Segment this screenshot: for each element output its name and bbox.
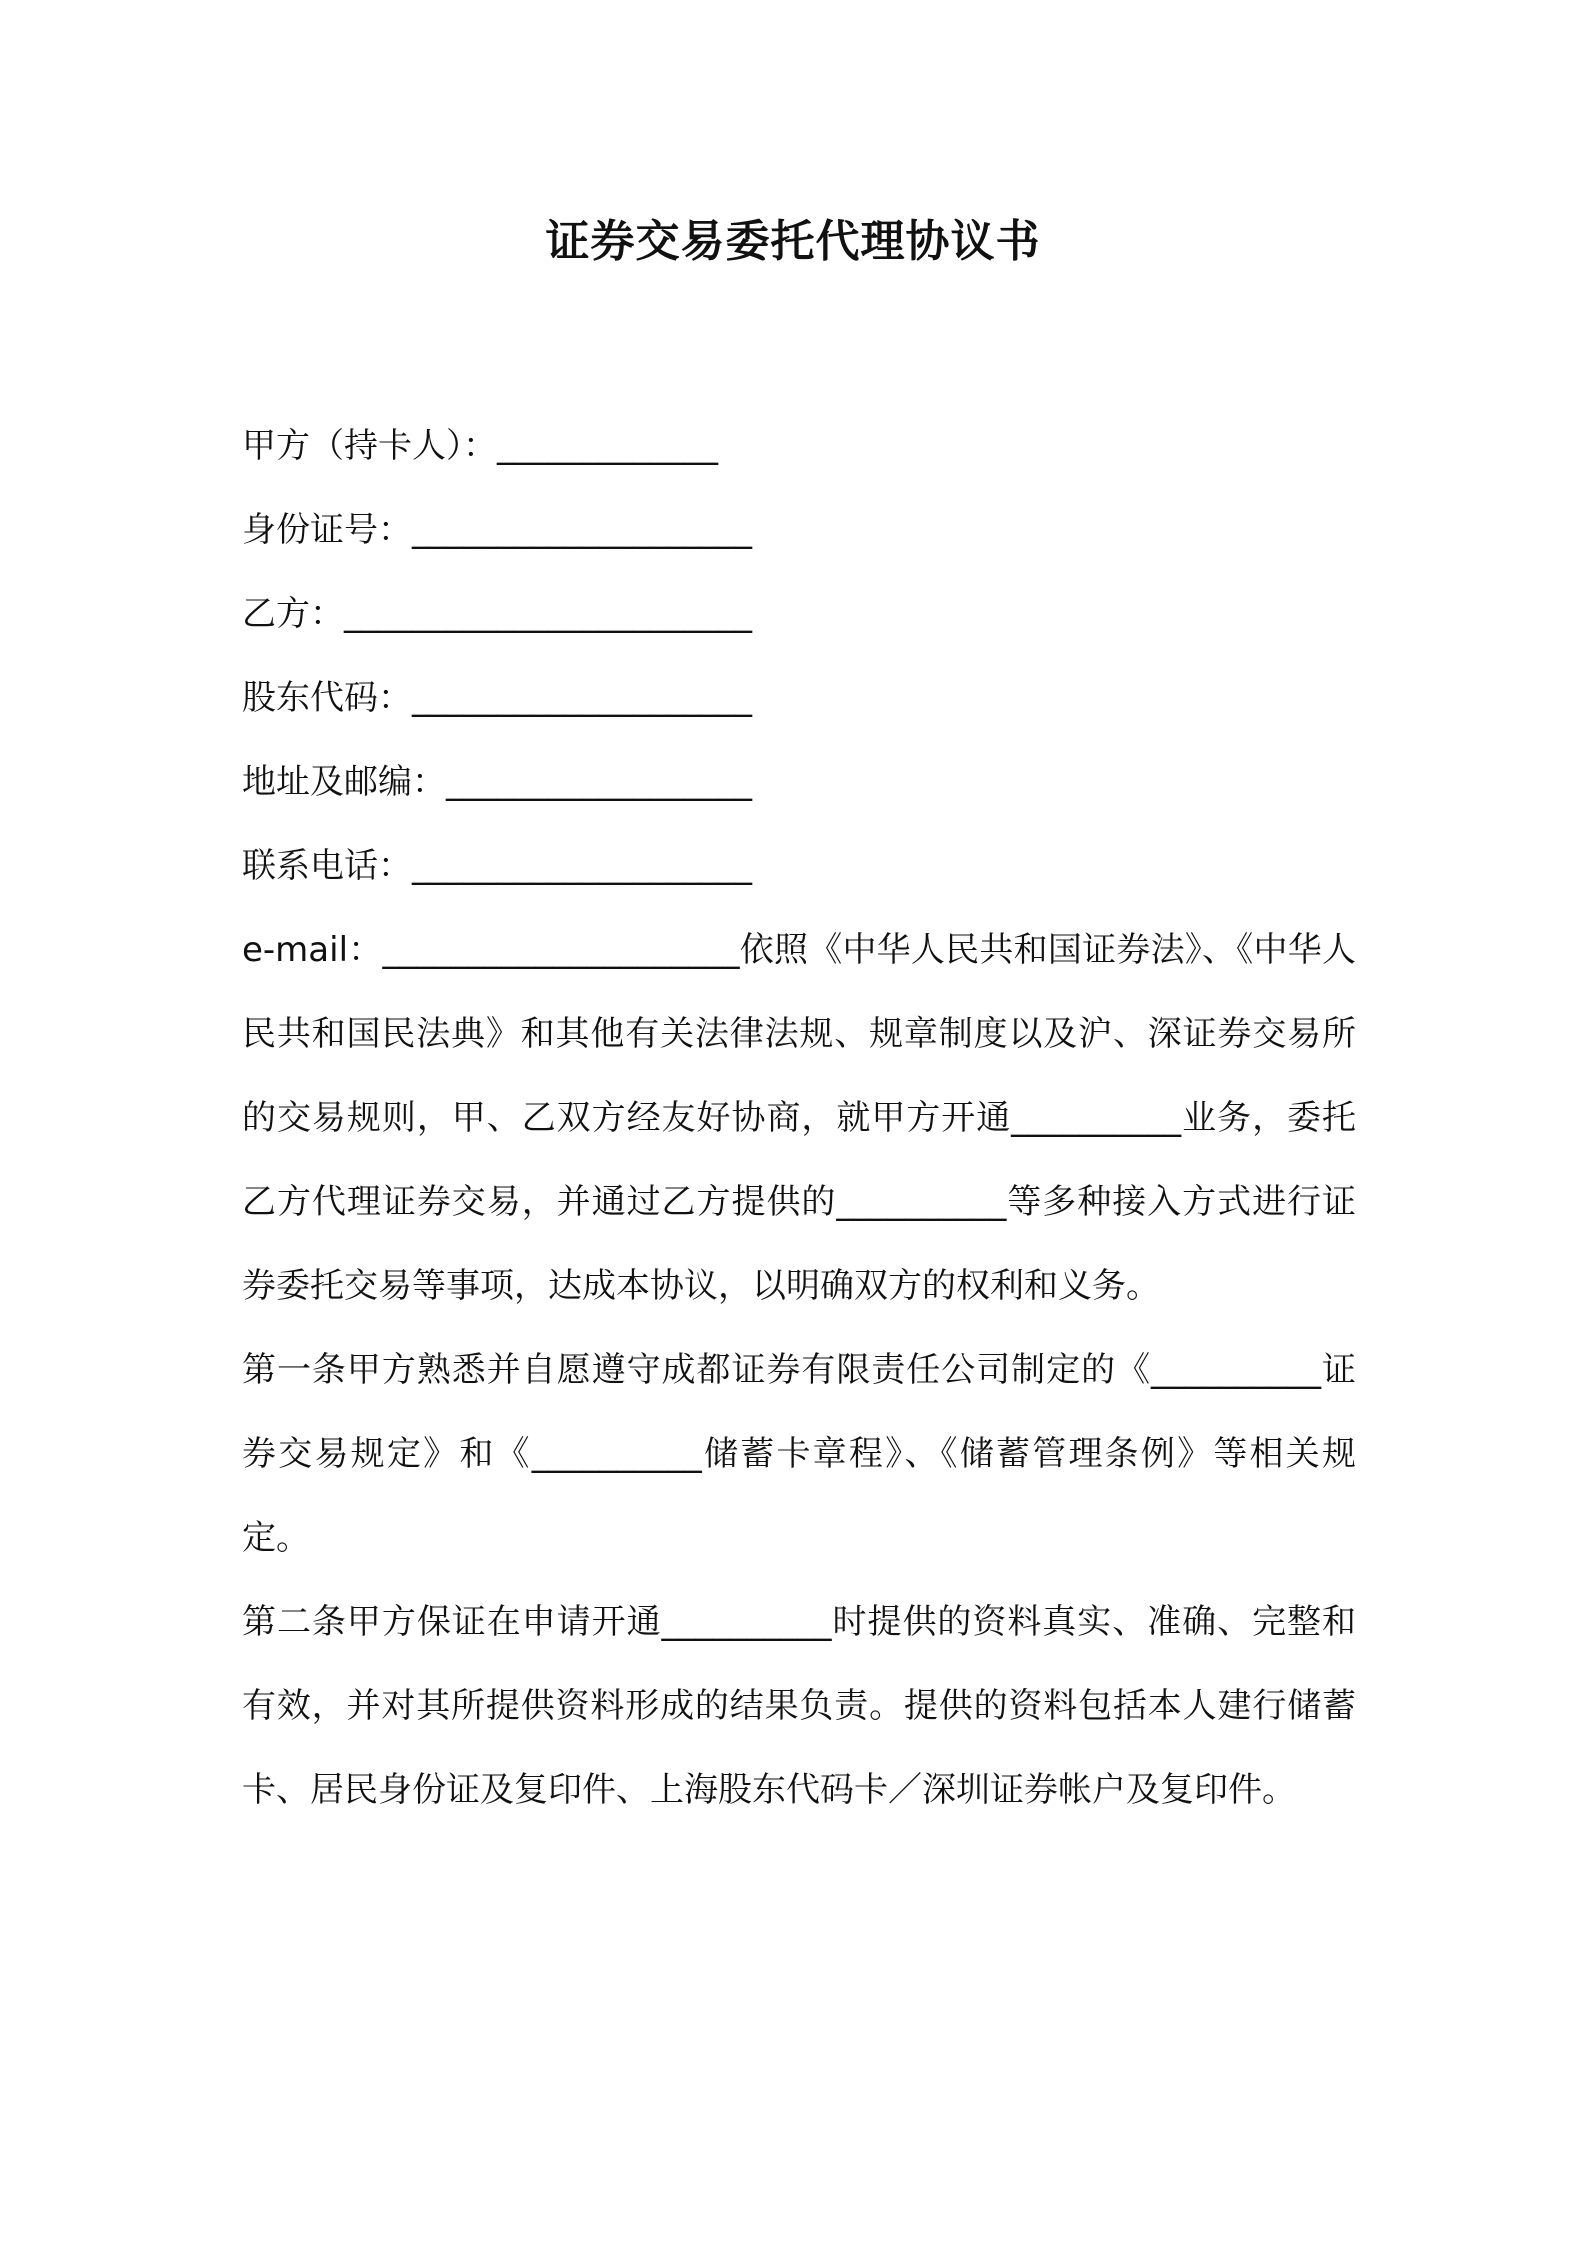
- document-title: 证券交易委托代理协议书: [545, 216, 1041, 267]
- shareholder-code-field: 股东代码：____________________: [242, 678, 752, 718]
- party-b-field: 乙方：________________________: [242, 594, 752, 634]
- preamble-paragraph: e-mail：_____________________依照《中华人民共和国证券法》、《中华人民共和国民法典》和其他有关法律法规、规章制度以及沪、深证券交易所的交易规则，甲、乙双方经友好协商，就甲方开通__________业务，委托乙方代理证券交易，并通过乙方提供的__________等多种接入方式进行证券委托交易等事项，达成本协议，以明确双方的权利和义务。: [242, 930, 1356, 1306]
- party-a-field: 甲方（持卡人）：_____________: [242, 426, 718, 466]
- article-1-paragraph: 第一条甲方熟悉并自愿遵守成都证券有限责任公司制定的《__________证券交易规定》和《__________储蓄卡章程》、《储蓄管理条例》等相关规定。: [242, 1350, 1356, 1558]
- id-number-field: 身份证号：____________________: [242, 510, 752, 550]
- document-body: [242, 404, 1356, 1832]
- phone-field: 联系电话：____________________: [242, 846, 752, 886]
- article-2-paragraph: 第二条甲方保证在申请开通__________时提供的资料真实、准确、完整和有效，并对其所提供资料形成的结果负责。提供的资料包括本人建行储蓄卡、居民身份证及复印件、上海股东代码卡／深圳证券帐户及复印件。: [242, 1602, 1356, 1810]
- address-postcode-field: 地址及邮编：__________________: [242, 762, 752, 802]
